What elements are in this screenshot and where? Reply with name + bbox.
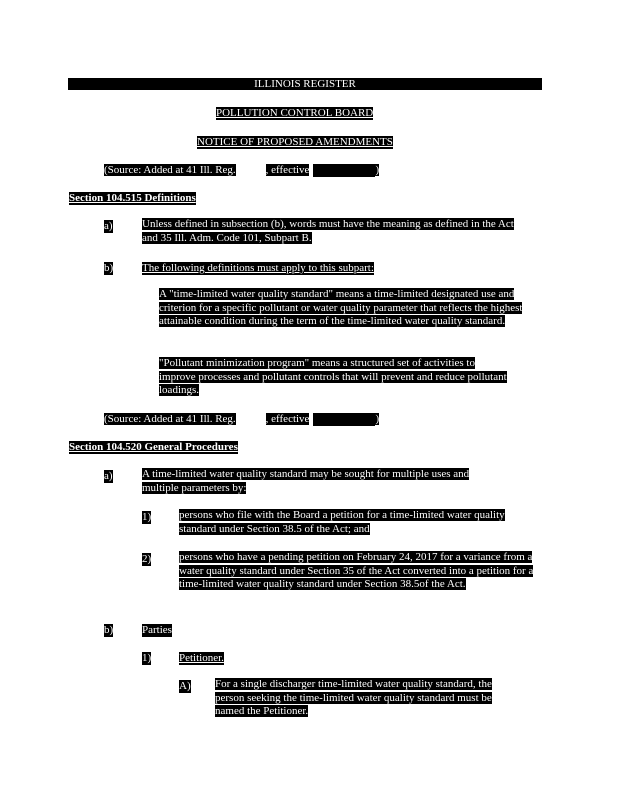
sec520-bA-text: For a single discharger time-limited water quality standard, the person seeking the time-limited water quality standard must be named the Petitioner. [215, 678, 492, 717]
sec520-b1-text: Petitioner. [179, 652, 224, 664]
sec515-b-label: b) [104, 262, 114, 274]
source-note-1: (Source: Added at 41 Ill. Reg. , effective ) [104, 164, 380, 176]
section-520-heading: Section 104.520 General Procedures [69, 441, 238, 453]
sec520-bA-label: A) [179, 680, 191, 692]
sec520-a1-text: persons who file with the Board a petition for a time-limited water quality standard under Section 38.5 of the Act; and [179, 509, 505, 535]
definition-time-limited-wqs: A "time-limited water quality standard" means a time-limited designated use and criterion for a specific pollutant or water quality parameter that reflects the highest attainable condition during the term of the time-limited water quality standard. [159, 288, 523, 327]
sec515-a-text: Unless defined in subsection (b), words must have the meaning as defined in the Act and 35 Ill. Adm. Code 101, Subpart B. [142, 218, 514, 244]
definition-pollutant-minimization: "Pollutant minimization program" means a structured set of activities to improve processes and pollutant controls that will prevent and reduce pollutant loadings. [159, 357, 507, 396]
sec520-b1-label: 1) [142, 652, 152, 664]
sec520-b-label: b) [104, 624, 114, 636]
notice-title: NOTICE OF PROPOSED AMENDMENTS [197, 136, 393, 148]
sec515-b-text: The following definitions must apply to this subpart: [142, 262, 374, 274]
sec520-a2-text: persons who have a pending petition on February 24, 2017 for a variance from a water quality standard under Section 35 of the Act converted into a petition for a time-limited water quality standard under Section 38.5of the Act. [179, 551, 534, 590]
sec515-a-label: a) [104, 220, 113, 232]
sec520-a-text: A time-limited water quality standard may be sought for multiple uses and multiple parameters by: [142, 468, 470, 494]
sec520-a1-label: 1) [142, 511, 152, 523]
sec520-b-text: Parties [142, 624, 172, 636]
sec520-a2-label: 2) [142, 553, 152, 565]
register-header-bar [68, 78, 542, 90]
source-note-2: (Source: Added at 41 Ill. Reg. , effective ) [104, 413, 380, 425]
register-title: ILLINOIS REGISTER [254, 78, 356, 90]
board-title: POLLUTION CONTROL BOARD [216, 107, 374, 119]
section-515-heading: Section 104.515 Definitions [69, 192, 196, 204]
sec520-a-label: a) [104, 470, 113, 482]
